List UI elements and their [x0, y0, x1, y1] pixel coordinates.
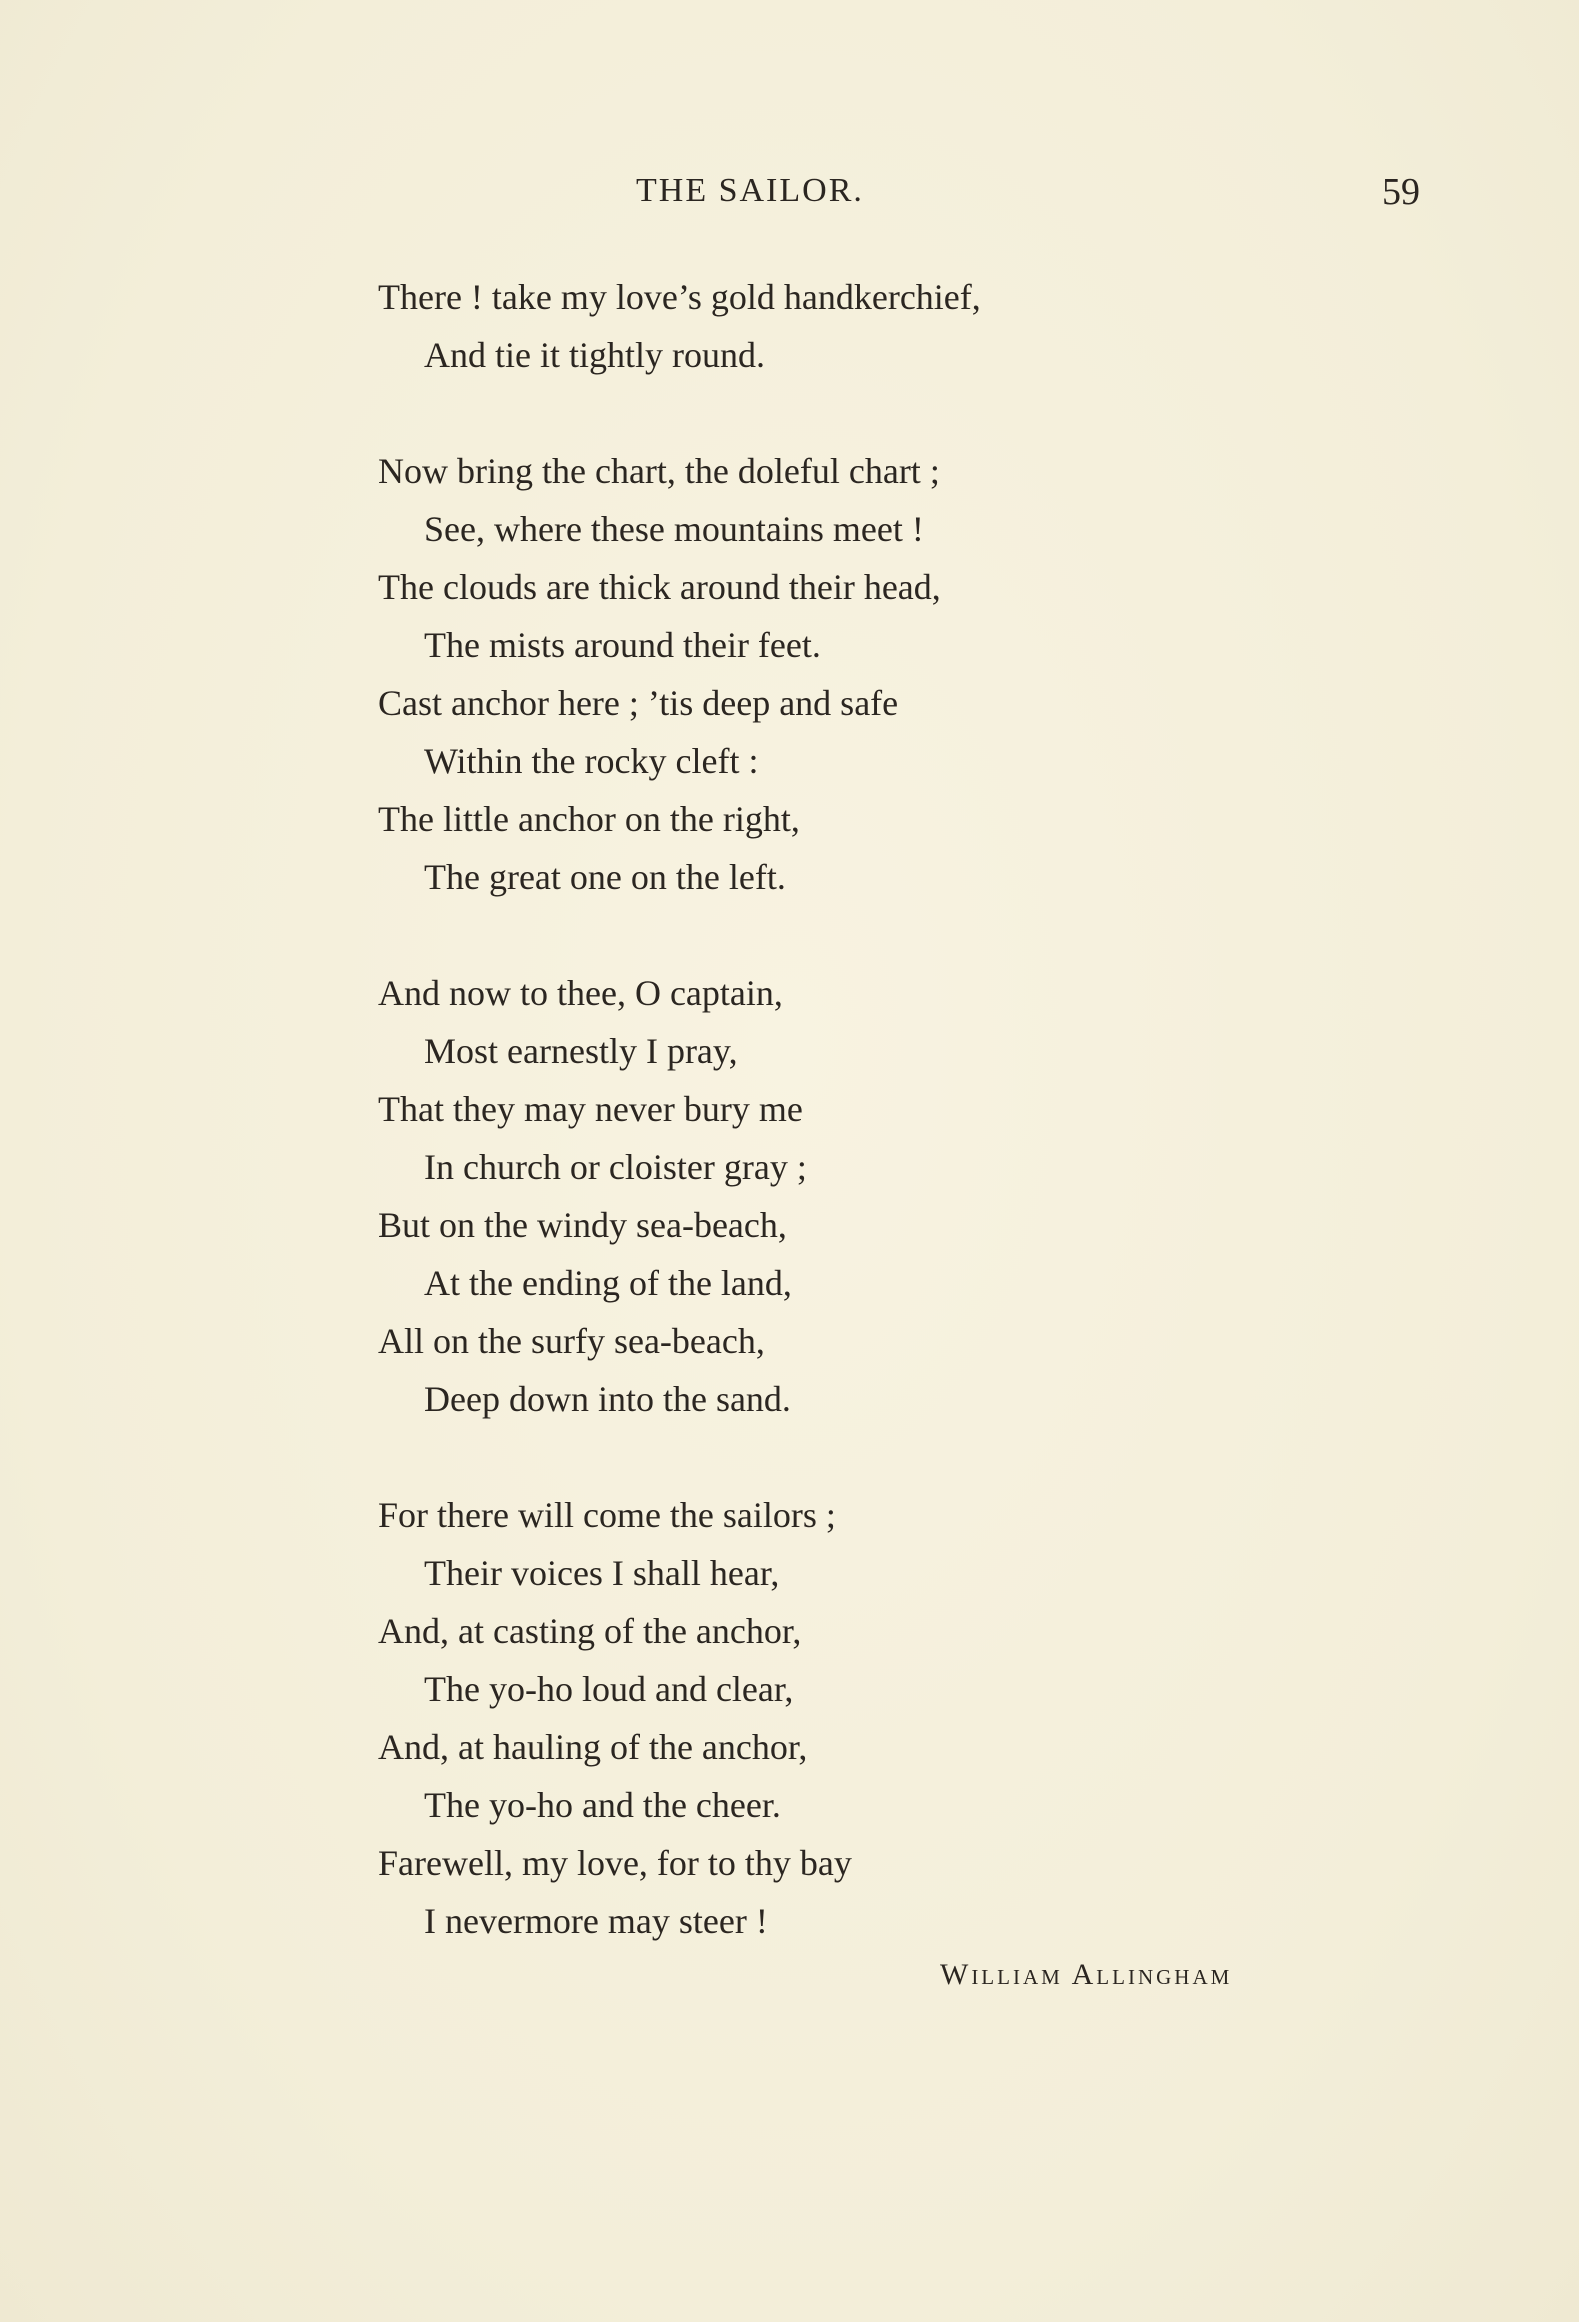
poem-line: Within the rocky cleft :: [424, 741, 759, 781]
poem-line: Most earnestly I pray,: [424, 1031, 738, 1071]
poem-line: Cast anchor here ; ’tis deep and safe: [378, 683, 899, 723]
poem-line: And tie it tightly round.: [424, 335, 765, 375]
stanza-break: [378, 384, 1378, 442]
poem-line: I nevermore may steer !: [424, 1901, 768, 1941]
stanza: [378, 964, 1378, 1428]
poem-line: And, at casting of the anchor,: [378, 1611, 802, 1651]
poem-line: All on the surfy sea-beach,: [378, 1321, 765, 1361]
poem-body: [378, 268, 1378, 1950]
running-title: THE SAILOR.: [636, 172, 864, 209]
poem-line: The clouds are thick around their head,: [378, 567, 941, 607]
running-head: [0, 172, 1579, 222]
page-number: 59: [1382, 171, 1420, 213]
poem-line: Farewell, my love, for to thy bay: [378, 1843, 852, 1883]
poem-line: In church or cloister gray ;: [424, 1147, 807, 1187]
poem-line: The yo-ho loud and clear,: [424, 1669, 794, 1709]
poem-line: Their voices I shall hear,: [424, 1553, 780, 1593]
stanza-break: [378, 1428, 1378, 1486]
stanza: [378, 442, 1378, 906]
stanza-break: [378, 906, 1378, 964]
poem-line: Deep down into the sand.: [424, 1379, 791, 1419]
poem-line: At the ending of the land,: [424, 1263, 792, 1303]
poem-line: The great one on the left.: [424, 857, 786, 897]
poem-line: The little anchor on the right,: [378, 799, 800, 839]
poem-line: For there will come the sailors ;: [378, 1495, 836, 1535]
poem-line: And now to thee, O captain,: [378, 973, 783, 1013]
poem-line: But on the windy sea-beach,: [378, 1205, 787, 1245]
author-attribution: William Allingham: [940, 1958, 1233, 1991]
poem-line: The mists around their feet.: [424, 625, 821, 665]
poem-line: See, where these mountains meet !: [424, 509, 924, 549]
poem-line: The yo-ho and the cheer.: [424, 1785, 781, 1825]
stanza: [378, 1486, 1378, 1950]
poem-line: Now bring the chart, the doleful chart ;: [378, 451, 940, 491]
poem-line: And, at hauling of the anchor,: [378, 1727, 808, 1767]
stanza: [378, 268, 1378, 384]
poem-line: There ! take my love’s gold handkerchief,: [378, 277, 981, 317]
poem-line: That they may never bury me: [378, 1089, 803, 1129]
